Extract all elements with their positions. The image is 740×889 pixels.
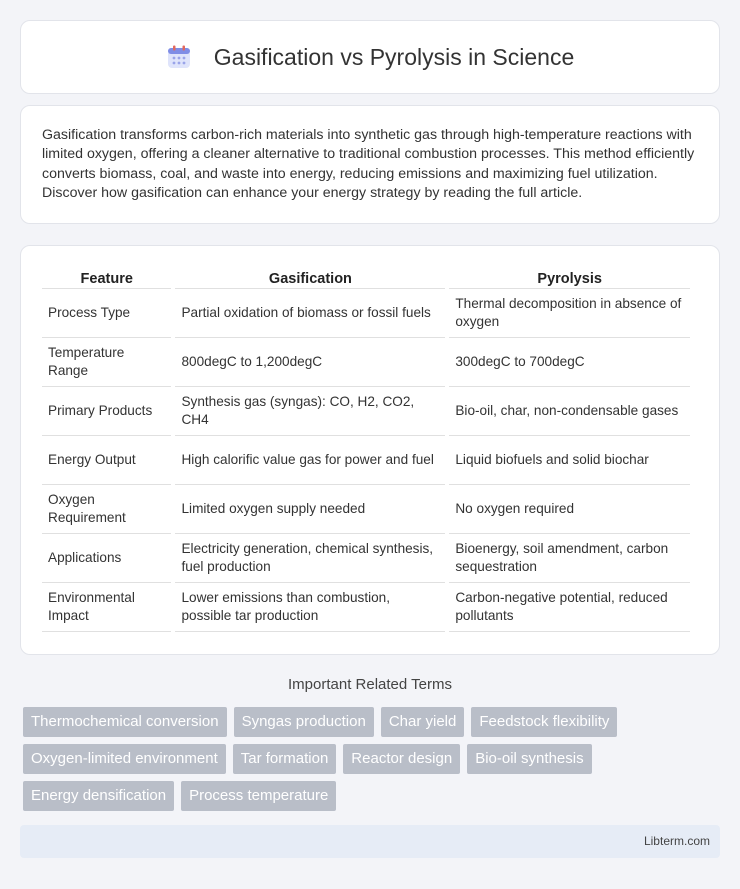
feature-cell: Applications (42, 534, 171, 583)
term-tag[interactable]: Thermochemical conversion (23, 707, 227, 737)
pyrolysis-cell: Carbon-negative potential, reduced pollutants (449, 583, 690, 632)
pyrolysis-cell: Bio-oil, char, non-condensable gases (449, 387, 690, 436)
pyrolysis-cell: Bioenergy, soil amendment, carbon sequestration (449, 534, 690, 583)
gasification-cell: Lower emissions than combustion, possible tar production (175, 583, 445, 632)
pyrolysis-cell: Thermal decomposition in absence of oxygen (449, 289, 690, 338)
header-pyrolysis: Pyrolysis (449, 267, 690, 289)
term-tag[interactable]: Energy densification (23, 781, 174, 811)
header-gasification: Gasification (175, 267, 445, 289)
table-row (42, 583, 690, 632)
footer (20, 825, 720, 858)
table-header-row (42, 267, 690, 289)
term-tag[interactable]: Char yield (381, 707, 465, 737)
table-row (42, 387, 690, 436)
gasification-cell: 800degC to 1,200degC (175, 338, 445, 387)
feature-cell: Primary Products (42, 387, 171, 436)
term-tag[interactable]: Process temperature (181, 781, 336, 811)
term-tag[interactable]: Syngas production (234, 707, 374, 737)
term-tag[interactable]: Reactor design (343, 744, 460, 774)
feature-cell: Process Type (42, 289, 171, 338)
feature-cell: Environmental Impact (42, 583, 171, 632)
gasification-cell: Synthesis gas (syngas): CO, H2, CO2, CH4 (175, 387, 445, 436)
gasification-cell: Partial oxidation of biomass or fossil fuels (175, 289, 445, 338)
table-row (42, 534, 690, 583)
header-card (20, 20, 720, 94)
related-terms-list (23, 707, 723, 811)
pyrolysis-cell: No oxygen required (449, 485, 690, 534)
header-feature: Feature (42, 267, 171, 289)
term-tag[interactable]: Bio-oil synthesis (467, 744, 591, 774)
feature-cell: Temperature Range (42, 338, 171, 387)
related-terms-title: Important Related Terms (288, 676, 452, 693)
table-row (42, 485, 690, 534)
feature-cell: Oxygen Requirement (42, 485, 171, 534)
table-row (42, 338, 690, 387)
pyrolysis-cell: 300degC to 700degC (449, 338, 690, 387)
gasification-cell: Limited oxygen supply needed (175, 485, 445, 534)
term-tag[interactable]: Feedstock flexibility (471, 707, 617, 737)
term-tag[interactable]: Tar formation (233, 744, 337, 774)
feature-cell: Energy Output (42, 436, 171, 485)
comparison-table (38, 267, 694, 632)
intro-card (20, 105, 720, 224)
comparison-card (20, 245, 720, 655)
gasification-cell: High calorific value gas for power and fuel (175, 436, 445, 485)
gasification-cell: Electricity generation, chemical synthesis, fuel production (175, 534, 445, 583)
footer-site-link[interactable]: Libterm.com (643, 834, 710, 848)
pyrolysis-cell: Liquid biofuels and solid biochar (449, 436, 690, 485)
table-row (42, 289, 690, 338)
term-tag[interactable]: Oxygen-limited environment (23, 744, 226, 774)
table-row (42, 436, 690, 485)
calendar-icon (166, 44, 192, 70)
page-title: Gasification vs Pyrolysis in Science (213, 43, 575, 70)
intro-text: Gasification transforms carbon-rich materials into synthetic gas through high-temperature reactions with limited oxygen, offering a cleaner alternative to traditional combustion processes. This method efficiently converts biomass, coal, and waste into energy, reducing emissions and maximizing fuel utilization. Discover how gasification can enhance your energy strategy by reading the full article. (42, 127, 695, 202)
